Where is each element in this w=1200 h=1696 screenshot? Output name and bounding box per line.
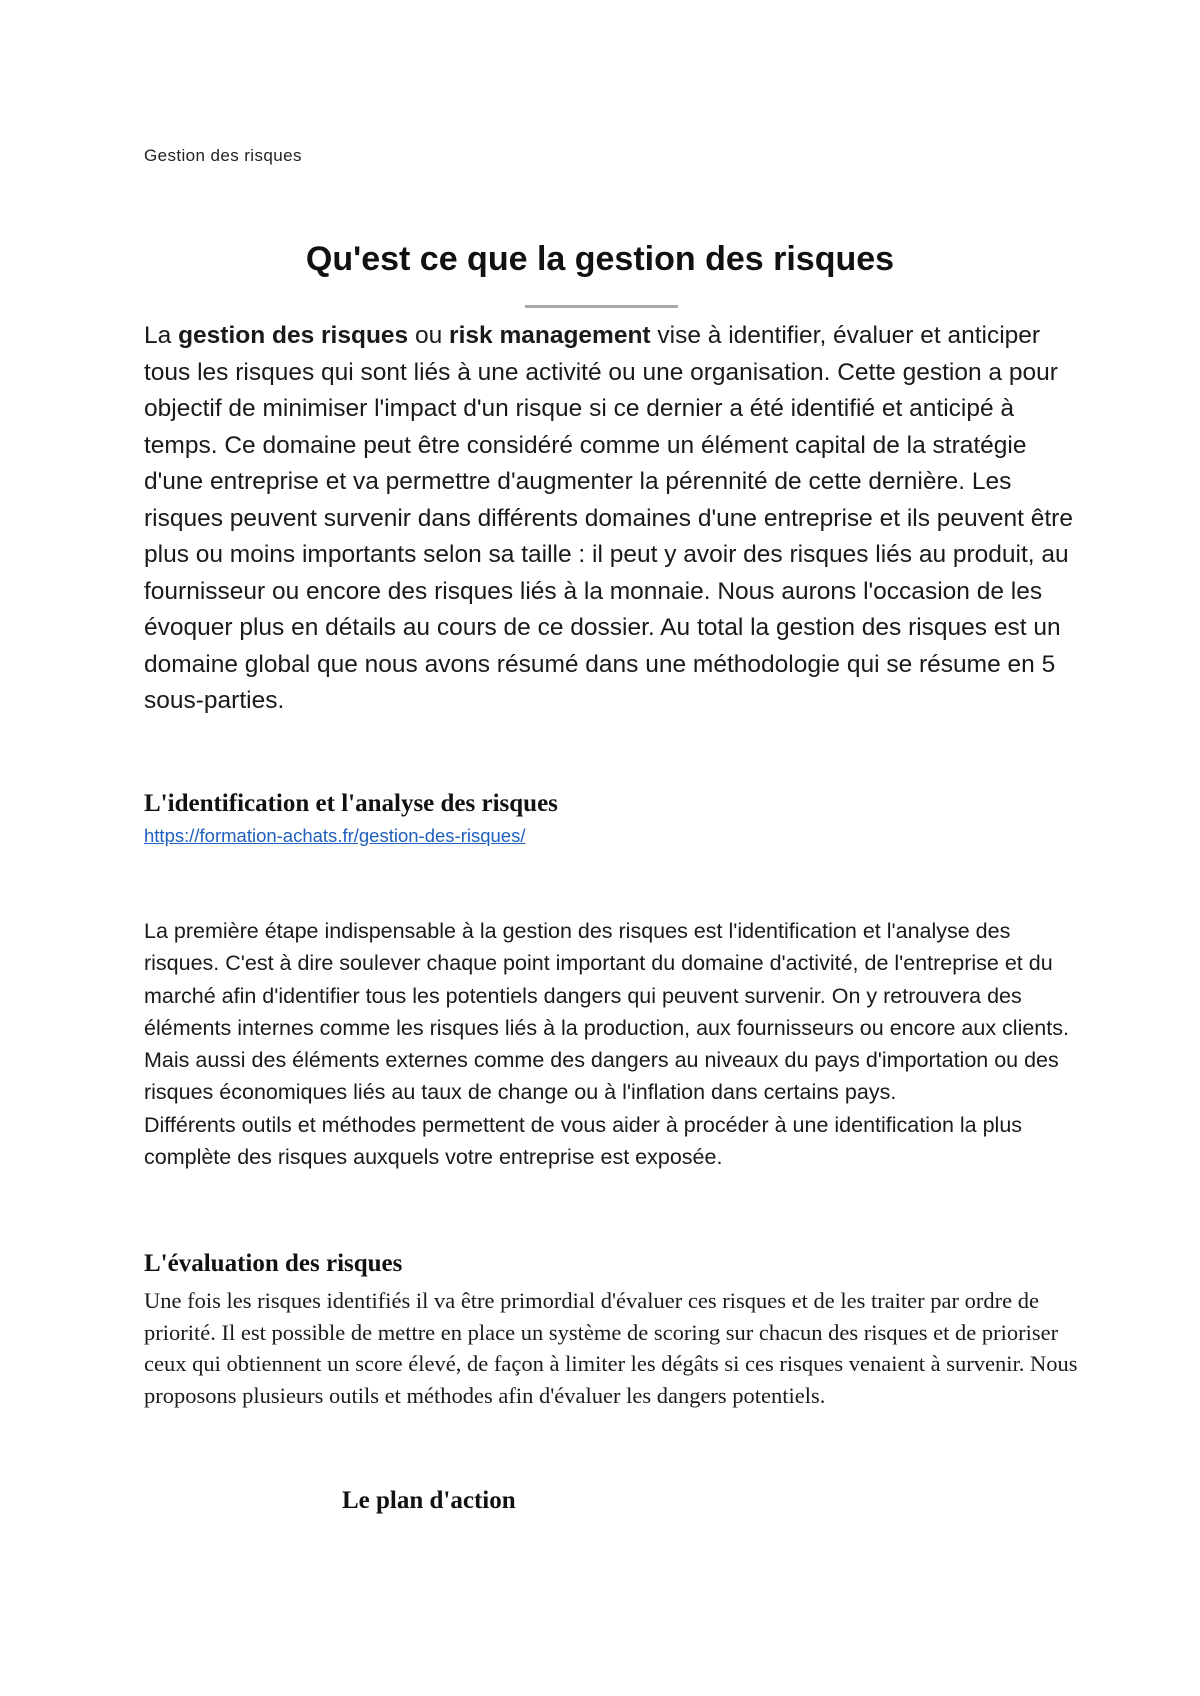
intro-bold-term-1: gestion des risques	[178, 322, 409, 349]
identification-body	[144, 915, 1084, 1173]
section-heading-evaluation: L'évaluation des risques	[144, 1250, 403, 1277]
page-title: Qu'est ce que la gestion des risques	[305, 240, 895, 278]
section-heading-action-plan: Le plan d'action	[342, 1487, 516, 1514]
evaluation-paragraph: Une fois les risques identifiés il va être primordial d'évaluer ces risques et de les traiter par ordre de priorité. Il est possible de mettre en place un système de scoring sur chacun des risques et de prioriser ceux qui obtiennent un score élevé, de façon à limiter les dégâts si ces risques venaient à survenir. Nous proposons plusieurs outils et méthodes afin d'évaluer les dangers potentiels.	[144, 1288, 1078, 1408]
source-link[interactable]: https://formation-achats.fr/gestion-des-risques/	[144, 825, 526, 846]
intro-bold-term-2: risk management	[449, 322, 651, 349]
identification-paragraph-1: La première étape indispensable à la gestion des risques est l'identification et l'analyse des risques. C'est à dire soulever chaque point important du domaine d'activité, de l'entreprise et du marché afin d'identifier tous les potentiels dangers qui peuvent survenir. On y retrouvera des éléments internes comme les risques liés à la production, aux fournisseurs ou encore aux clients. Mais aussi des éléments externes comme des dangers au niveaux du pays d'importation ou des risques économiques liés au taux de change ou à l'inflation dans certains pays.	[144, 919, 1069, 1105]
intro-text-start: La	[144, 322, 179, 349]
section-heading-identification: L'identification et l'analyse des risques	[144, 790, 558, 817]
intro-paragraph	[144, 318, 1074, 720]
intro-text-rest: vise à identifier, évaluer et anticiper tous les risques qui sont liés à une activité ou une organisation. Cette gestion a pour objectif de minimiser l'impact d'un risque si ce dernier a été identifié et anticipé à temps. Ce domaine peut être considéré comme un élément capital de la stratégie d'une entreprise et va permettre d'augmenter la pérennité de cette dernière. Les risques peuvent survenir dans différents domaines d'une entreprise et ils peuvent être plus ou moins importants selon sa taille : il peut y avoir des risques liés au produit, au fournisseur ou encore des risques liés à la monnaie. Nous aurons l'occasion de les évoquer plus en détails au cours de ce dossier. Au total la gestion des risques est un domaine global que nous avons résumé dans une méthodologie qui se résume en 5 sous-parties.	[144, 322, 1073, 714]
intro-text-mid: ou	[408, 322, 450, 349]
title-underline-divider	[525, 305, 678, 308]
running-header: Gestion des risques	[144, 146, 302, 165]
identification-paragraph-2: Différents outils et méthodes permettent de vous aider à procéder à une identification la plus complète des risques auxquels votre entreprise est exposée.	[144, 1112, 1023, 1170]
